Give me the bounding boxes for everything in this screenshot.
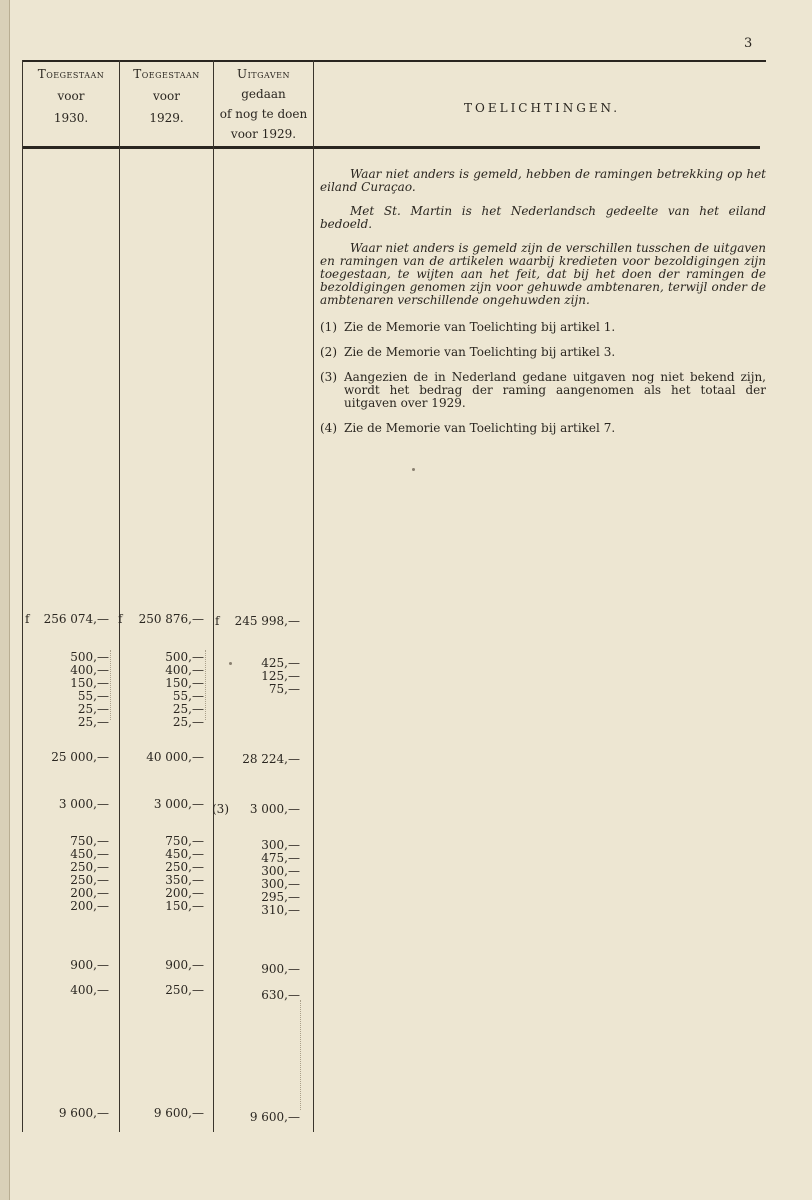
amount-1929: 25,— <box>172 715 204 729</box>
amount-1930: 500,— <box>70 650 109 664</box>
footnote-reference: (3) <box>212 802 229 816</box>
amount-1930: 25 000,— <box>51 750 109 764</box>
page-number: 3 <box>744 36 753 51</box>
amount-1929: 900,— <box>165 958 204 972</box>
note-intro: Waar niet anders is gemeld zijn de verschillen tusschen de uitgaven en ramingen van de artikelen waarbij kredieten voor bezoldigingen zijn toegestaan, te wijten aan het feit, dat bij het doen der ramingen de bezoldigingen genomen zijn voor gehuwde ambtenaren, terwijl onder de ambtenaren verschillende ongehuwden zijn. <box>320 241 766 307</box>
column-divider <box>213 60 214 1132</box>
amount-1930: 450,— <box>70 847 109 861</box>
paper-speck <box>229 662 232 665</box>
expenditure-1929: 245 998,— <box>234 614 300 628</box>
top-rule <box>22 60 766 62</box>
amount-1929: 750,— <box>165 834 204 848</box>
amount-1929: 250 876,— <box>138 612 204 626</box>
amount-1930: 400,— <box>70 663 109 677</box>
expenditure-1929: 310,— <box>261 903 300 917</box>
amount-1930: 400,— <box>70 983 109 997</box>
amount-1929: 250,— <box>165 983 204 997</box>
footnote-item: (4) Zie de Memorie van Toelichting bij artikel 7. <box>320 421 616 435</box>
footnote-item: (3) Aangezien de in Nederland gedane uitgaven nog niet bekend zijn, wordt het bedrag der raming aangenomen als het totaal der uitgaven over 1929. <box>320 370 766 410</box>
expenditure-1929: 75,— <box>268 682 300 696</box>
expenditure-1929: 630,— <box>261 988 300 1002</box>
amount-1930: 55,— <box>77 689 109 703</box>
column-header-uitgaven: Uitgaven gedaan of nog te doen voor 1929. <box>219 67 308 141</box>
amount-1929: 350,— <box>165 873 204 887</box>
expenditure-1929: 300,— <box>261 877 300 891</box>
expenditure-1929: 475,— <box>261 851 300 865</box>
note-intro: Met St. Martin is het Nederlandsch gedeelte van het eiland bedoeld. <box>320 204 766 231</box>
currency-symbol: f <box>215 614 220 628</box>
dotted-guide <box>300 1000 305 1110</box>
amount-1929: 200,— <box>165 886 204 900</box>
footnote-item: (2) Zie de Memorie van Toelichting bij artikel 3. <box>320 345 616 359</box>
amount-1930: 9 600,— <box>58 1106 109 1120</box>
column-header-1929: Toegestaan voor 1929. <box>133 67 200 125</box>
note-intro: Waar niet anders is gemeld, hebben de ramingen betrekking op het eiland Curaçao. <box>320 167 766 194</box>
amount-1929: 250,— <box>165 860 204 874</box>
amount-1930: 25,— <box>77 715 109 729</box>
amount-1929: 40 000,— <box>146 750 204 764</box>
amount-1930: 256 074,— <box>43 612 109 626</box>
notes-section <box>320 168 766 447</box>
expenditure-1929: 425,— <box>261 656 300 670</box>
amount-1930: 250,— <box>70 873 109 887</box>
amount-1929: 500,— <box>165 650 204 664</box>
column-divider <box>22 60 23 1132</box>
column-header-1930: Toegestaan voor 1930. <box>37 67 105 125</box>
amount-1929: 150,— <box>165 676 204 690</box>
amount-1930: 250,— <box>70 860 109 874</box>
expenditure-1929: 900,— <box>261 962 300 976</box>
amount-1930: 150,— <box>70 676 109 690</box>
header-rule <box>22 146 760 149</box>
amount-1929: 9 600,— <box>153 1106 204 1120</box>
amount-1930: 200,— <box>70 899 109 913</box>
amount-1929: 55,— <box>172 689 204 703</box>
expenditure-1929: 28 224,— <box>242 752 300 766</box>
amount-1929: 400,— <box>165 663 204 677</box>
amount-1929: 450,— <box>165 847 204 861</box>
currency-symbol: f <box>25 612 30 626</box>
currency-symbol: f <box>118 612 123 626</box>
dotted-guide <box>205 650 210 720</box>
expenditure-1929: 300,— <box>261 838 300 852</box>
column-divider <box>313 60 314 1132</box>
amount-1929: 150,— <box>165 899 204 913</box>
amount-1930: 750,— <box>70 834 109 848</box>
amount-1929: 3 000,— <box>153 797 204 811</box>
expenditure-1929: 3 000,— <box>249 802 300 816</box>
dotted-guide <box>110 650 115 720</box>
amount-1930: 900,— <box>70 958 109 972</box>
footnote-item: (1) Zie de Memorie van Toelichting bij artikel 1. <box>320 320 616 334</box>
expenditure-1929: 300,— <box>261 864 300 878</box>
column-divider <box>118 60 123 1132</box>
notes-column-title: TOELICHTINGEN. <box>464 101 621 115</box>
expenditure-1929: 9 600,— <box>249 1110 300 1124</box>
amount-1930: 3 000,— <box>58 797 109 811</box>
expenditure-1929: 295,— <box>261 890 300 904</box>
expenditure-1929: 125,— <box>261 669 300 683</box>
paper-speck <box>412 468 415 471</box>
amount-1929: 25,— <box>172 702 204 716</box>
amount-1930: 25,— <box>77 702 109 716</box>
amount-1930: 200,— <box>70 886 109 900</box>
page-edge <box>0 0 10 1200</box>
